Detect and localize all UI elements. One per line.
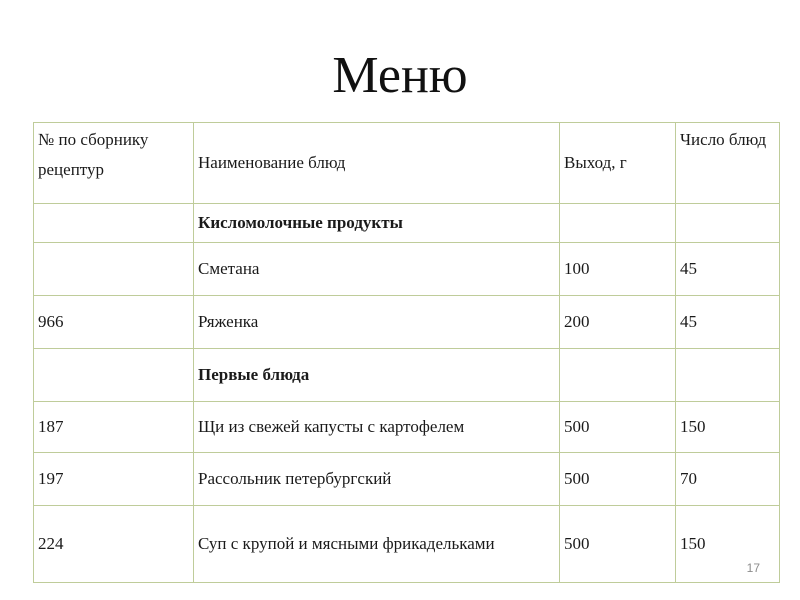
cell-dish-count: 150 [676,402,780,453]
page-number: 17 [746,561,760,575]
cell-dish-count: 45 [676,296,780,349]
page-title: Меню [332,47,468,104]
cell-output: 500 [560,453,676,506]
cell-output [560,204,676,243]
cell-recipe-number: 187 [34,402,194,453]
cell-dish-count: 45 [676,243,780,296]
header-dish-name: Наименование блюд [194,123,560,204]
cell-recipe-number: 197 [34,453,194,506]
cell-dish-count: 150 [676,506,780,583]
header-output: Выход, г [560,123,676,204]
table-row [34,204,780,243]
cell-dish-name: Рассольник петербургский [194,453,560,506]
cell-dish-name: Ряженка [194,296,560,349]
cell-output: 200 [560,296,676,349]
cell-dish-name: Щи из свежей капусты с картофелем [194,402,560,453]
header-dish-count: Число блюд [676,123,780,204]
cell-output: 500 [560,402,676,453]
header-recipe-number: № по сборнику рецептур [34,123,194,204]
table-header-row [34,123,780,204]
table-row [34,453,780,506]
cell-dish-count [676,204,780,243]
cell-recipe-number [34,243,194,296]
cell-dish-name: Сметана [194,243,560,296]
menu-table [33,122,780,583]
cell-dish-count: 70 [676,453,780,506]
cell-output [560,349,676,402]
table-row [34,402,780,453]
cell-recipe-number [34,349,194,402]
cell-output: 100 [560,243,676,296]
table-row [34,506,780,583]
table-row [34,243,780,296]
cell-recipe-number: 966 [34,296,194,349]
cell-recipe-number [34,204,194,243]
cell-dish-name: Суп с крупой и мясными фрикадельками [194,506,560,583]
table-row [34,349,780,402]
table-row [34,296,780,349]
cell-output: 500 [560,506,676,583]
cell-recipe-number: 224 [34,506,194,583]
section-heading-dairy: Кисломолочные продукты [194,204,560,243]
cell-dish-count [676,349,780,402]
section-heading-first-courses: Первые блюда [194,349,560,402]
